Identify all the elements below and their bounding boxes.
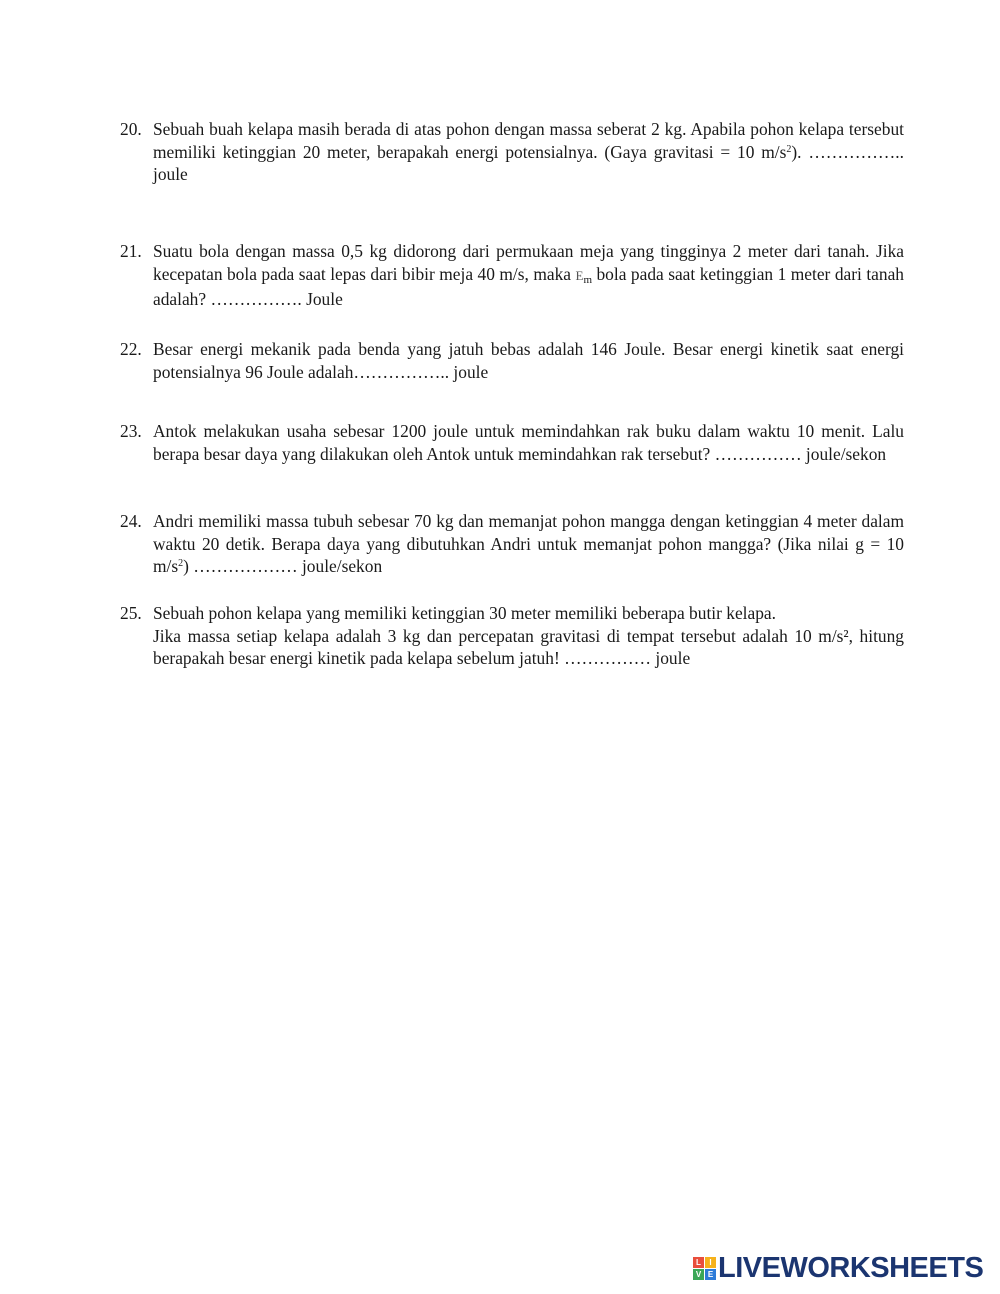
- question-number: 22.: [120, 339, 142, 359]
- question-text-line2: Jika massa setiap kelapa adalah 3 kg dan percepatan gravitasi di tempat tersebut adalah 10 m/s², hitung berapakah besar energi kinetik pada kelapa sebelum jatuh! …………… joule: [153, 625, 904, 668]
- superscript: 2: [178, 558, 184, 569]
- question-22: [120, 338, 904, 383]
- question-20: [120, 118, 904, 186]
- question-number: 24.: [120, 511, 142, 531]
- logo-letter-e: E: [705, 1269, 716, 1280]
- question-21: [120, 240, 904, 311]
- symbol-e: E: [575, 267, 584, 283]
- question-number: 20.: [120, 119, 142, 139]
- liveworksheets-logo: [693, 1252, 983, 1284]
- question-25: [120, 602, 904, 670]
- question-text: Sebuah buah kelapa masih berada di atas pohon dengan massa seberat 2 kg. Apabila pohon kelapa tersebut memiliki ketinggian 20 meter, berapakah energi potensialnya. (Gaya gravitasi = 10 m/s: [153, 119, 904, 162]
- question-text: Antok melakukan usaha sebesar 1200 joule untuk memindahkan rak buku dalam waktu 10 menit. Lalu berapa besar daya yang dilakukan oleh Antok untuk memindahkan rak tersebut? …………… joule/sekon: [153, 421, 904, 464]
- question-text: Besar energi mekanik pada benda yang jatuh bebas adalah 146 Joule. Besar energi kinetik saat energi potensialnya 96 Joule adalah…………….. joule: [153, 339, 904, 382]
- question-number: 21.: [120, 241, 142, 261]
- question-text-end: ). …………….. joule: [153, 141, 904, 184]
- logo-letter-i: I: [705, 1257, 716, 1268]
- question-number: 23.: [120, 421, 142, 441]
- logo-letter-l: L: [693, 1257, 704, 1268]
- question-text-line1: Sebuah pohon kelapa yang memiliki ketinggian 30 meter memiliki beberapa butir kelapa.: [153, 603, 776, 623]
- superscript: 2: [786, 143, 792, 155]
- brand-text: LIVEWORKSHEETS: [718, 1252, 984, 1284]
- question-23: [120, 420, 904, 465]
- question-text: Andri memiliki massa tubuh sebesar 70 kg dan memanjat pohon mangga dengan ketinggian 4 meter dalam waktu 20 detik. Berapa daya yang dibutuhkan Andri untuk memanjat pohon mangga? (Jika nilai g = 10 m/s: [153, 511, 904, 576]
- question-number: 25.: [120, 603, 142, 623]
- subscript: m: [583, 273, 592, 286]
- question-text-end: bola pada saat ketinggian 1 meter dari tanah adalah? ……………. Joule: [153, 263, 904, 309]
- logo-icon: [693, 1257, 716, 1280]
- question-24: [120, 510, 904, 578]
- logo-letter-v: V: [693, 1269, 704, 1280]
- question-text: Suatu bola dengan massa 0,5 kg didorong dari permukaan meja yang tingginya 2 meter dari tanah. Jika kecepatan bola pada saat lepas dari bibir meja 40 m/s, maka: [153, 241, 904, 284]
- question-text-end: ) ……………… joule/sekon: [183, 556, 383, 576]
